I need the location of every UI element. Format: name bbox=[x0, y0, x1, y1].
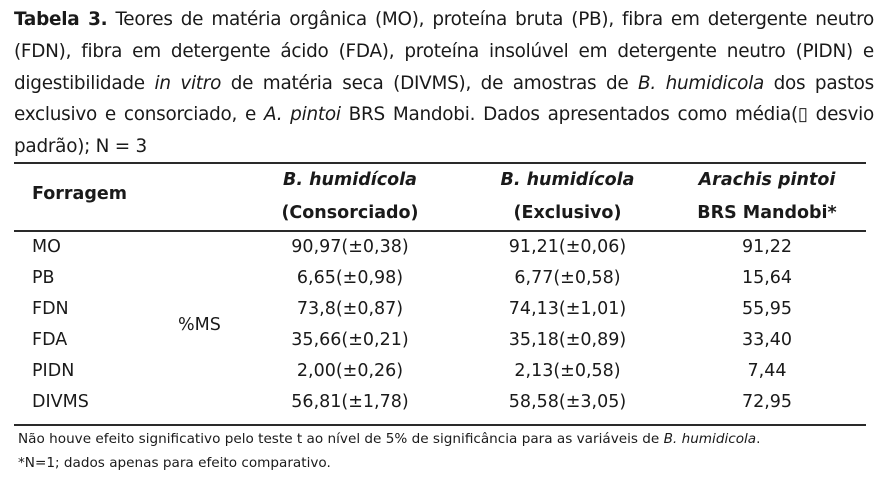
table-top-rule bbox=[14, 162, 866, 164]
header-exclusivo bbox=[470, 166, 665, 227]
row-label: PB bbox=[32, 268, 55, 288]
table-row bbox=[0, 294, 886, 325]
caption-text: BRS Mandobi. Dados apresentados como média(▯ desvio padrão); N = 3 bbox=[14, 104, 874, 158]
cell-exclusivo: 91,21(±0,06) bbox=[508, 237, 627, 257]
cell-exclusivo: 2,13(±0,58) bbox=[514, 361, 621, 381]
cell-consorciado: 2,00(±0,26) bbox=[296, 361, 404, 381]
table-row bbox=[0, 356, 886, 387]
row-label: DIVMS bbox=[32, 392, 89, 412]
footnote-n1: *N=1; dados apenas para efeito comparativo. bbox=[18, 455, 331, 471]
row-label: FDA bbox=[32, 330, 68, 350]
cell-exclusivo: 74,13(±1,01) bbox=[508, 299, 627, 319]
table-row bbox=[0, 325, 886, 356]
footnote-text: Não houve efeito significativo pelo teste t ao nível de 5% de significância para as variáveis de bbox=[18, 431, 664, 447]
header-mandobi-cultivar: BRS Mandobi* bbox=[697, 203, 837, 223]
table-row bbox=[0, 232, 886, 263]
cell-mandobi: 33,40 bbox=[741, 330, 793, 350]
table-bottom-rule bbox=[14, 424, 866, 426]
row-label: PIDN bbox=[32, 361, 75, 381]
footnote-end: . bbox=[756, 431, 761, 447]
caption-italic: B. humidicola bbox=[638, 72, 764, 94]
table-row bbox=[0, 387, 886, 418]
header-mandobi bbox=[672, 166, 862, 227]
cell-mandobi: 91,22 bbox=[741, 237, 793, 257]
caption-text: Teores de matéria orgânica (MO), proteína bruta (PB), fibra em detergente neutro (FDN), fibra em detergente ácido (FDA), proteína insolúvel em detergente neutro (PIDN) e digestibilidade bbox=[14, 9, 874, 94]
cell-mandobi: 7,44 bbox=[747, 361, 787, 381]
cell-exclusivo: 6,77(±0,58) bbox=[514, 268, 621, 288]
row-label: FDN bbox=[32, 299, 69, 319]
header-mandobi-species: Arachis pintoi bbox=[698, 170, 836, 190]
caption-label: Tabela 3. bbox=[14, 9, 108, 30]
table-row bbox=[0, 263, 886, 294]
table-caption bbox=[14, 4, 874, 163]
cell-consorciado: 56,81(±1,78) bbox=[291, 392, 409, 412]
row-label: MO bbox=[32, 237, 61, 257]
cell-consorciado: 90,97(±0,38) bbox=[291, 237, 409, 257]
cell-mandobi: 15,64 bbox=[741, 268, 793, 288]
header-consorciado bbox=[235, 166, 465, 227]
header-consorciado-system: (Consorciado) bbox=[281, 203, 419, 223]
unit-label: %MS bbox=[178, 315, 221, 335]
cell-mandobi: 72,95 bbox=[741, 392, 793, 412]
cell-mandobi: 55,95 bbox=[741, 299, 793, 319]
caption-italic: A. pintoi bbox=[264, 104, 341, 126]
cell-exclusivo: 58,58(±3,05) bbox=[508, 392, 627, 412]
footnote-significance bbox=[18, 428, 760, 450]
header-forragem: Forragem bbox=[32, 184, 127, 204]
cell-consorciado: 73,8(±0,87) bbox=[296, 299, 404, 319]
footnote-italic: B. humidicola bbox=[663, 431, 757, 447]
header-exclusivo-system: (Exclusivo) bbox=[513, 203, 622, 223]
cell-consorciado: 35,66(±0,21) bbox=[291, 330, 409, 350]
caption-text: de matéria seca (DIVMS), de amostras de bbox=[221, 72, 639, 94]
cell-consorciado: 6,65(±0,98) bbox=[296, 268, 404, 288]
header-exclusivo-species: B. humidícola bbox=[500, 170, 635, 190]
caption-italic: in vitro bbox=[154, 72, 222, 94]
header-consorciado-species: B. humidícola bbox=[283, 170, 417, 190]
caption-text: dos pastos exclusivo e consorciado, e bbox=[14, 72, 874, 126]
cell-exclusivo: 35,18(±0,89) bbox=[508, 330, 627, 350]
